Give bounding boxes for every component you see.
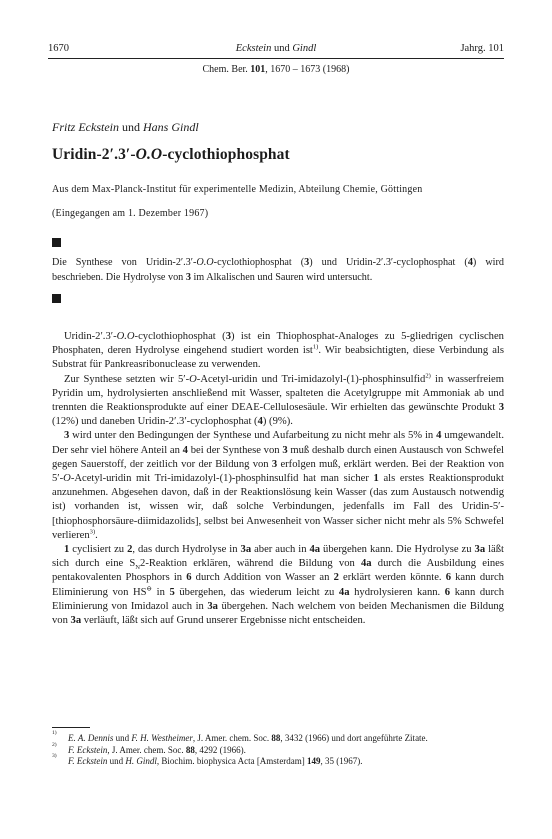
running-authors [48, 43, 504, 54]
text-run: erfolgen muß, erklärt werden. Bei der Reaktion von 5′- [52, 458, 504, 485]
text-run: durch Addition von Wasser an [191, 572, 334, 584]
article-authors [52, 120, 199, 135]
text-run: Die Synthese von Uridin-2′.3′- [52, 257, 197, 268]
compound-number: 4 [182, 444, 188, 456]
compound-number: 4a [361, 558, 372, 570]
text-run: kann durch Eliminierung von Imidazol auch in [52, 586, 504, 612]
text-run: übergehen. Nach welchem von beiden Mechanismen die Bildung von [52, 600, 504, 627]
text-run: (12%) und daneben Uridin-2′.3′-cyclophosphat ( [52, 416, 258, 428]
text-run: läßt sich durch eine S [52, 544, 504, 570]
running-head [48, 43, 504, 57]
affiliation: Aus dem Max-Planck-Institut für experimentelle Medizin, Abteilung Chemie, Göttingen [52, 184, 423, 195]
text-run: , das durch Hydrolyse in [132, 544, 241, 556]
text-run: , J. Amer. chem. Soc. [192, 733, 272, 743]
text-run: bei der Synthese von [187, 444, 283, 456]
text-run: ) wird beschrieben. Die Hydrolyse von [52, 257, 504, 283]
text-run: -cyclothiophosphat ( [134, 331, 226, 342]
text-run: muß deshalb durch einen Austausch von Schwefel gegen Sauerstoff, der zeitlich vor der Bildung von [52, 444, 504, 470]
compound-number: 3a [474, 544, 486, 556]
footnote-author: F. Eckstein [68, 744, 108, 755]
text-run: Uridin-2′.3′- [64, 331, 117, 342]
compound-number: 3 [498, 402, 504, 414]
title-italic: O.O [135, 146, 163, 163]
text-run: 2-Reaktion erklären, während die Bildung von [140, 558, 361, 570]
compound-number: 6 [444, 586, 451, 598]
italic-run: O.O [196, 257, 214, 268]
text-run: aber auch in [251, 544, 310, 556]
text-run: in wasserfreiem Pyridin um, hydrolysierten anschließend mit Wasser, spalteten die Acetylgruppe mit Ammoniak ab und trennten die Reaktionsprodukte auf einer DEAE-Cellulosesäule. Wir erhielten das gewünschte Produkt [52, 373, 504, 414]
compound-number: 1 [373, 473, 379, 485]
compound-number: 3 [225, 331, 231, 342]
title-part: Uridin-2′.3′- [52, 146, 136, 163]
compound-number: 2 [127, 544, 133, 556]
compound-number: 3 [64, 430, 70, 442]
compound-number: 3a [207, 600, 218, 612]
footnote-divider [52, 727, 90, 728]
citation-pages: , 1670 – 1673 (1968) [265, 64, 350, 75]
text-run: wird unter den Bedingungen der Synthese und Aufarbeitung zu nicht mehr als 5% in [69, 430, 437, 442]
charge-superscript: ⊖ [146, 585, 153, 593]
text-run: cyclisiert zu [69, 544, 128, 556]
footnote-volume: 88 [185, 744, 195, 755]
section-marker-square [52, 238, 61, 247]
citation-prefix: Chem. Ber. [202, 64, 251, 75]
compound-number: 5 [169, 586, 175, 598]
footnote-ref: 3) [89, 528, 96, 536]
compound-number: 3 [185, 271, 191, 283]
article-body [52, 330, 504, 628]
authors-und: und [118, 120, 143, 134]
text-run: und [113, 733, 132, 743]
running-author-b: Gindl [292, 43, 317, 54]
text-run: -Acetyl-uridin mit Tri-imidazolyl-(1)-phosphinsulfid hat man sicher [70, 473, 374, 485]
text-run: ) (9%). [262, 416, 293, 428]
compound-number: 6 [186, 572, 192, 584]
section-marker-square [52, 294, 61, 303]
text-run: übergehen, das wiederum leicht zu [174, 586, 339, 598]
compound-number: 4a [309, 544, 321, 556]
text-run: , 4292 (1966). [194, 744, 246, 755]
paragraph-2 [52, 373, 504, 430]
author-b: Hans Gindl [142, 120, 199, 134]
compound-number: 4 [467, 257, 473, 268]
text-run: in [152, 586, 170, 598]
text-run: . [95, 529, 98, 541]
footnotes [52, 730, 504, 768]
italic-run: O [63, 473, 71, 485]
compound-number: 4 [257, 416, 263, 428]
text-run: Zur Synthese setzten wir 5′- [64, 373, 190, 385]
text-run: hydrolysieren kann. [349, 586, 445, 598]
footnote-2: 2) F. Eckstein, J. Amer. chem. Soc. 88, 4292 (1966). [52, 741, 246, 755]
compound-number: 3 [271, 458, 278, 470]
text-run: verläuft, läßt sich auf Grund unserer Ergebnisse nicht entscheiden. [81, 615, 366, 627]
text-run: . Wir beabsichtigten, diese Verbindung als Substrat für Pankreasribonuclease zu verwenden. [52, 345, 505, 371]
subscript: N [135, 564, 141, 572]
text-run: ) ist ein Thiophosphat-Analoges zu 5-gliedrigen cyclischen Phosphaten, deren Hydrolyse eingehend studiert worden ist [52, 331, 504, 357]
journal-citation [48, 64, 504, 75]
paragraph-4 [52, 543, 504, 628]
text-run: umgewandelt. Der sehr viel höhere Anteil an [52, 430, 505, 456]
compound-number: 6 [445, 572, 451, 584]
compound-number: 3a [240, 544, 252, 556]
compound-number: 1 [64, 544, 70, 556]
paragraph-3 [52, 429, 504, 543]
footnote-ref: 2) [425, 372, 431, 380]
text-run: -cyclothiophosphat ( [213, 257, 305, 268]
text-run: erklärt werden könnte. [338, 572, 446, 584]
footnote-1: 1) E. A. Dennis und F. H. Westheimer, J. Amer. chem. Soc. 88, 3432 (1966) und dort angeführte Zitate. [52, 730, 428, 743]
compound-number: 3 [282, 444, 288, 456]
text-run: , 3432 (1966) und dort angeführte Zitate. [280, 733, 428, 743]
received-date: (Eingegangen am 1. Dezember 1967) [52, 208, 209, 219]
citation-volume: 101 [250, 64, 266, 75]
title-part: -cyclothiophosphat [162, 146, 290, 163]
footnote-ref: 1) [312, 343, 319, 351]
text-run: , J. Amer. chem. Soc. [107, 744, 186, 755]
journal-year: Jahrg. 101 [460, 43, 504, 54]
text-run: -Acetyl-uridin und Tri-imidazolyl-(1)-phosphinsulfid [196, 373, 426, 385]
footnote-author: F. H. Westheimer [131, 733, 193, 743]
page-number: 1670 [48, 43, 69, 54]
running-und: und [271, 43, 293, 54]
article-title [52, 146, 290, 164]
compound-number: 4 [436, 430, 442, 442]
compound-number: 3 [304, 257, 310, 268]
footnote-volume: 88 [271, 733, 281, 743]
compound-number: 3a [70, 615, 82, 627]
text-run: kann durch Eliminierung von HS [52, 572, 504, 598]
italic-run: O [189, 373, 197, 385]
text-run: ) und Uridin-2′.3′-cyclophosphat ( [309, 257, 468, 268]
footnote-3: 3) F. Eckstein und H. Gindl, Biochim. biophysica Acta [Amsterdam] 149, 35 (1967). [52, 753, 363, 766]
text-run: und [107, 756, 126, 766]
text-run: , Biochim. biophysica Acta [Amsterdam] [156, 756, 308, 766]
footnote-author: F. Eckstein [68, 756, 108, 766]
paragraph-1 [52, 330, 504, 373]
compound-number: 2 [333, 572, 339, 584]
text-run: im Alkalischen und Sauren wird untersucht. [190, 271, 373, 283]
author-a: Fritz Eckstein [52, 120, 119, 134]
italic-run: O.O [116, 331, 135, 342]
header-divider [48, 58, 504, 59]
text-run: als erstes Reaktionsprodukt anzunehmen. Abgesehen davon, daß in der Reaktionslösung kein Wasser (das zum Austausch notwendig ist) vorhanden ist, wissen wir, daß solche Verbindungen, jedenfalls im Fall des Uridin-5′-[thiophosphorsäure-diimidazolids], selbst bei Anwesenheit von Wasser sicher nicht mehr als 5% Schwefel verlieren [52, 473, 504, 541]
running-author-a: Eckstein [235, 43, 272, 54]
footnote-author: H. Gindl [125, 756, 157, 766]
compound-number: 4a [338, 586, 350, 598]
text-run: , 35 (1967). [320, 756, 363, 766]
text-run: durch die Ausbildung eines pentakovalenten Phosphors in [52, 558, 505, 584]
text-run: übergehen kann. Die Hydrolyse zu [320, 544, 475, 556]
footnote-author: E. A. Dennis [68, 733, 114, 743]
footnote-volume: 149 [307, 756, 321, 766]
abstract [52, 256, 504, 285]
